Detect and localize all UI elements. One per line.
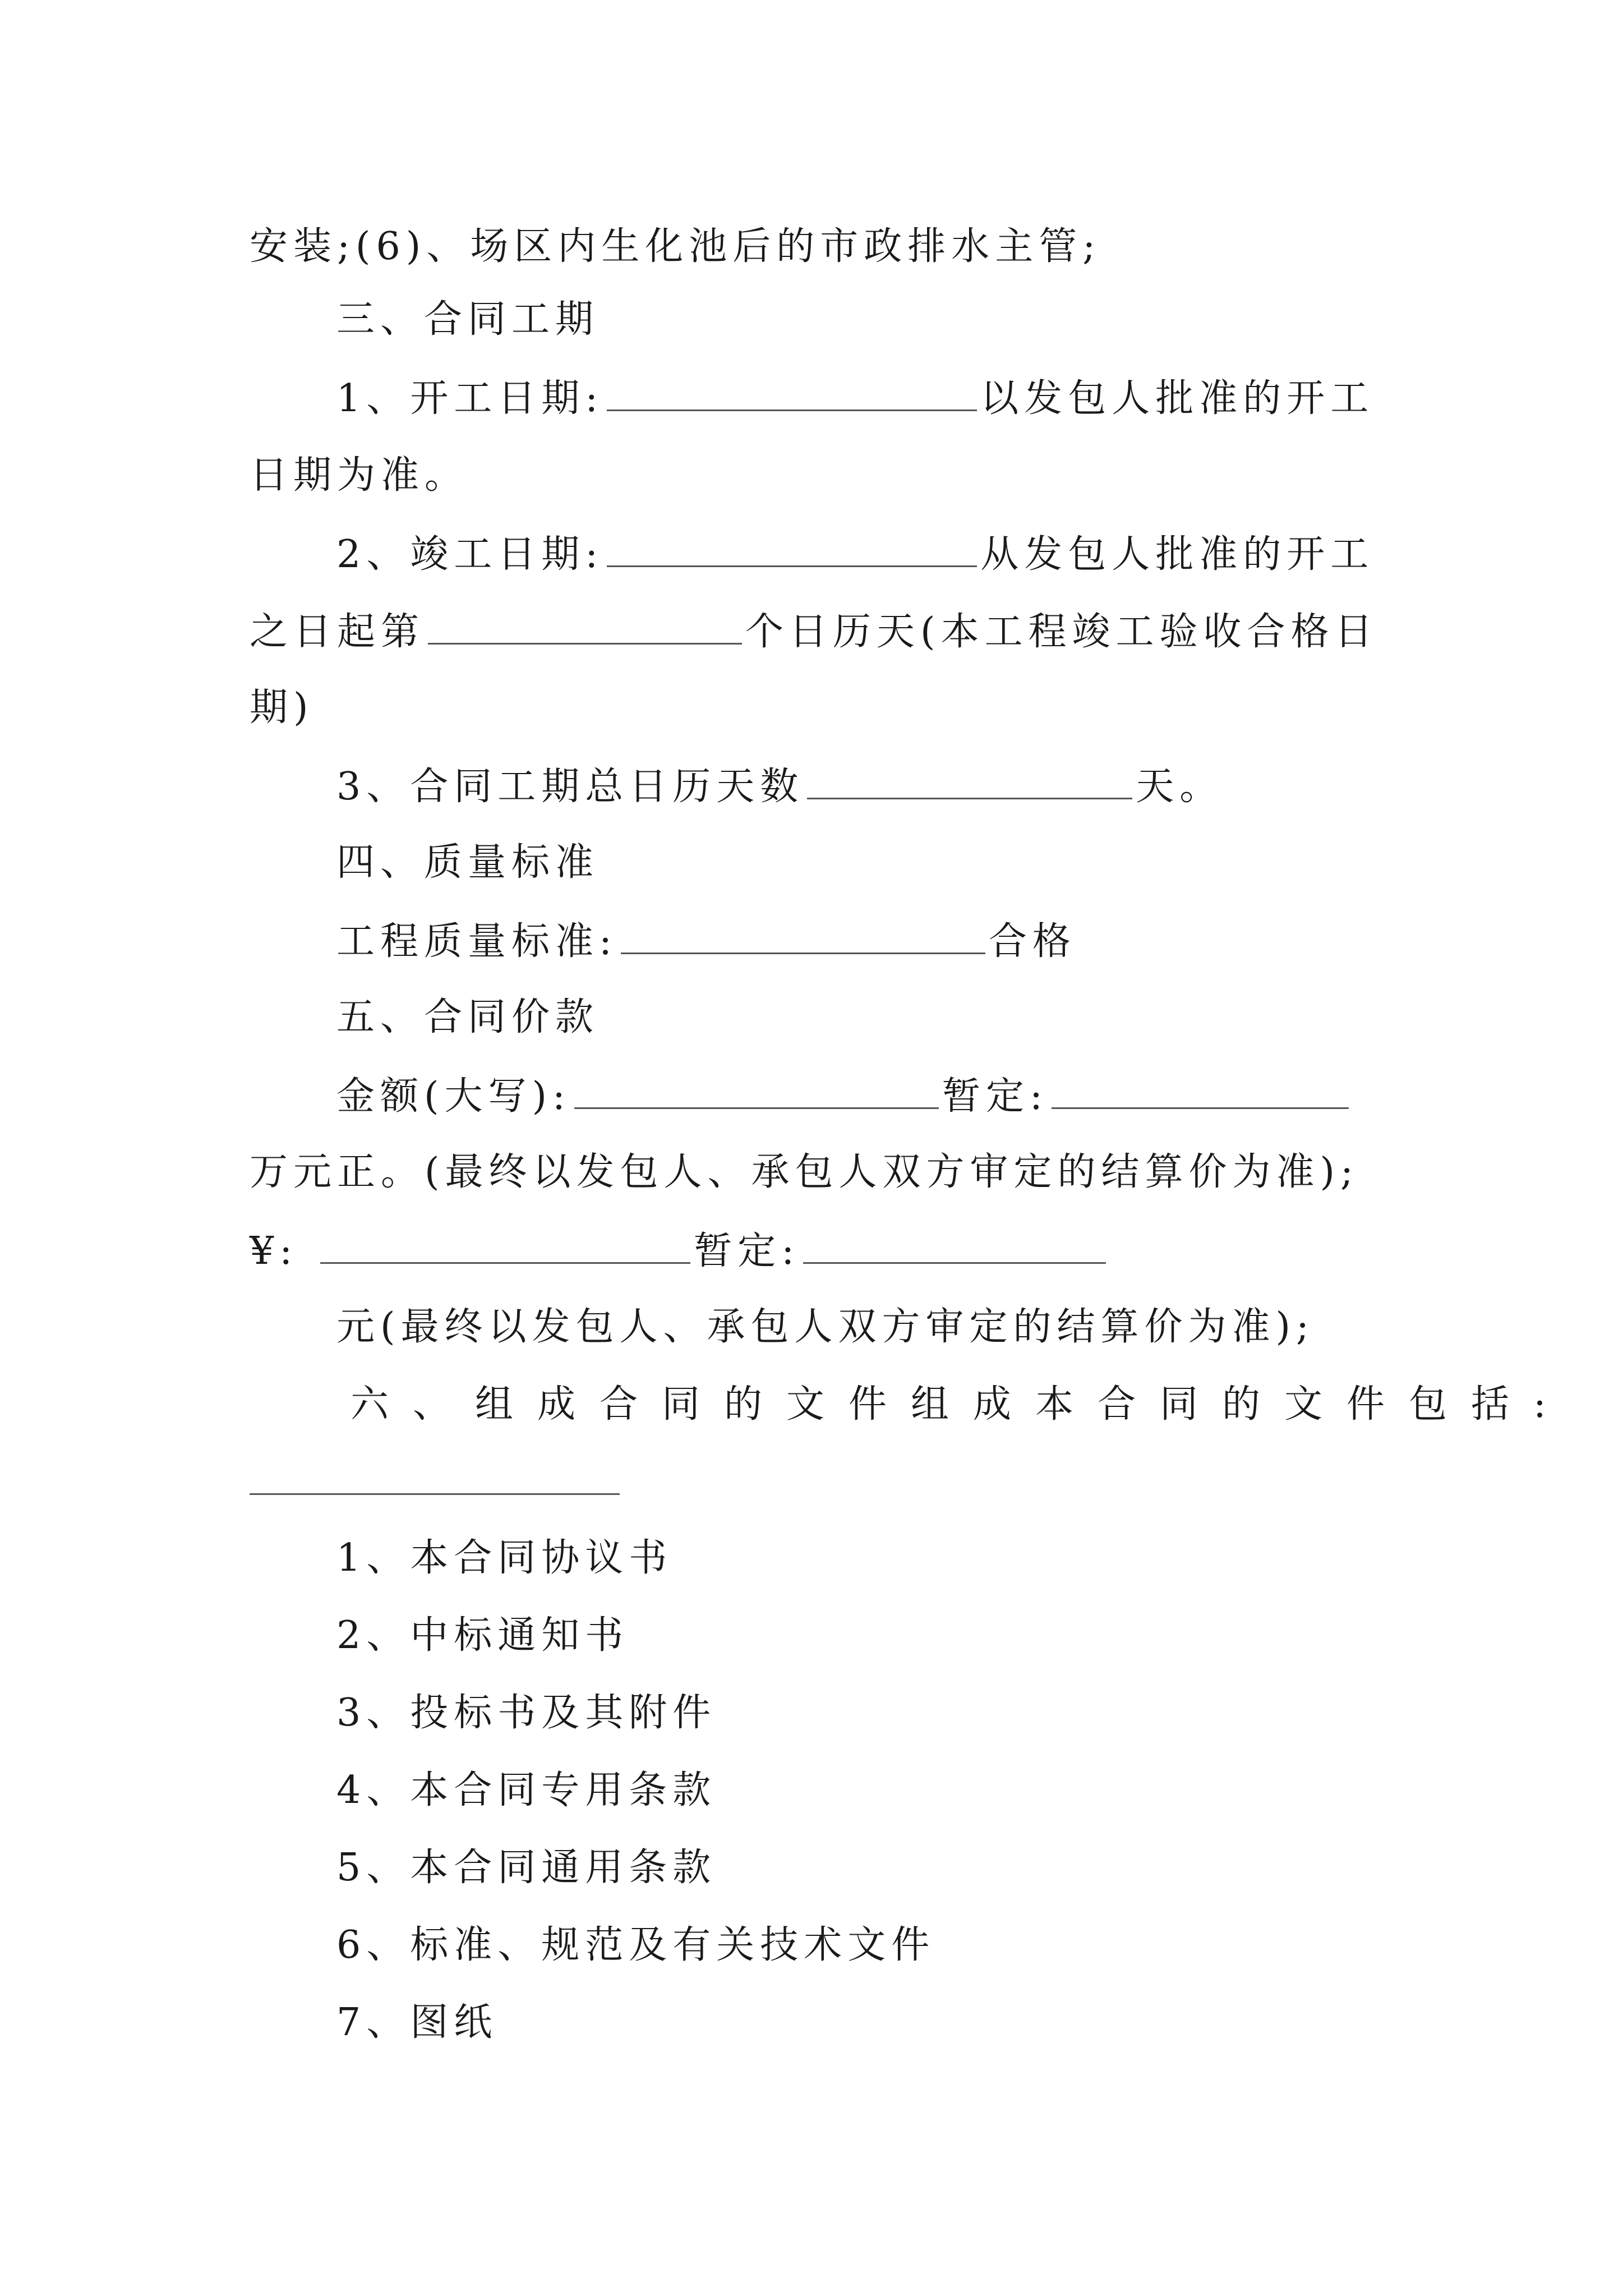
- list-item-text: 1、本合同协议书: [336, 1536, 673, 1580]
- start-date-label: 1、开工日期:: [336, 376, 604, 421]
- section-heading: [336, 840, 599, 885]
- section-heading: [336, 297, 599, 342]
- list-item-text: 3、投标书及其附件: [336, 1691, 717, 1735]
- heading-text: 五、合同价款: [336, 995, 600, 1039]
- line-text: 元(最终以发包人、承包人双方审定的结算价为准);: [336, 1305, 1315, 1349]
- provisional-label: 暂定:: [942, 1074, 1048, 1119]
- section-heading: [351, 1382, 1570, 1427]
- completion-date-note: 从发包人批准的开工: [980, 532, 1375, 577]
- text-line: [250, 685, 314, 730]
- list-item-text: 7、图纸: [336, 2000, 498, 2045]
- provisional-label: 暂定:: [694, 1229, 800, 1273]
- start-date-line: [336, 375, 1374, 421]
- list-item: [336, 1923, 935, 1968]
- days-blank: [428, 608, 742, 645]
- completion-date-label: 2、竣工日期:: [336, 532, 604, 577]
- text-line: [250, 453, 468, 498]
- total-days-unit: 天。: [1136, 765, 1224, 809]
- provisional-blank: [803, 1227, 1106, 1264]
- heading-text: 六、组成合同的文件组成本合同的文件包括:: [351, 1382, 1570, 1427]
- completion-date-line: [336, 531, 1374, 577]
- line-text: 期): [250, 685, 314, 730]
- list-item: [336, 1846, 716, 1890]
- list-item: [336, 2000, 497, 2045]
- amount-words-blank: [574, 1073, 939, 1109]
- start-date-note: 以发包人批准的开工: [980, 376, 1375, 421]
- documents-blank: [250, 1493, 620, 1495]
- quality-line: [336, 918, 1076, 964]
- list-item: [336, 1536, 672, 1581]
- text-line: [336, 1305, 1315, 1350]
- quality-value: 合格: [988, 919, 1076, 964]
- heading-text: 三、合同工期: [336, 297, 600, 342]
- line-text: 万元正。(最终以发包人、承包人双方审定的结算价为准);: [250, 1150, 1359, 1194]
- completion-date-blank: [607, 531, 977, 567]
- section-heading: [336, 995, 599, 1040]
- list-item-text: 4、本合同专用条款: [336, 1768, 717, 1812]
- list-item-text: 2、中标通知书: [336, 1613, 629, 1658]
- line-text: 个日历天(本工程竣工验收合格日: [745, 610, 1378, 654]
- yuan-line: [250, 1227, 1109, 1274]
- list-item: [336, 1691, 716, 1736]
- provisional-blank: [1052, 1073, 1349, 1109]
- start-date-blank: [607, 375, 977, 411]
- line-text: 日期为准。: [250, 453, 469, 498]
- amount-label: 金额(大写):: [336, 1074, 571, 1119]
- list-item: [336, 1768, 716, 1813]
- total-days-blank: [807, 763, 1132, 799]
- list-item: [336, 1613, 629, 1658]
- total-days-line: [336, 763, 1223, 809]
- text-line: [250, 608, 1378, 655]
- list-item-text: 5、本合同通用条款: [336, 1846, 717, 1890]
- yuan-label: ¥:: [250, 1229, 298, 1273]
- total-days-label: 3、合同工期总日历天数: [336, 765, 804, 809]
- list-item-text: 6、标准、规范及有关技术文件: [336, 1923, 935, 1967]
- text-line: [250, 1150, 1359, 1195]
- quality-label: 工程质量标准:: [336, 919, 617, 964]
- quality-blank: [621, 918, 985, 954]
- amount-line: [336, 1073, 1352, 1119]
- line-text: 安装;(6)、场区内生化池后的市政排水主管;: [250, 224, 1101, 269]
- text-line: [250, 224, 1101, 269]
- heading-text: 四、质量标准: [336, 840, 600, 885]
- yuan-blank: [320, 1227, 690, 1264]
- line-text: 之日起第: [250, 610, 425, 654]
